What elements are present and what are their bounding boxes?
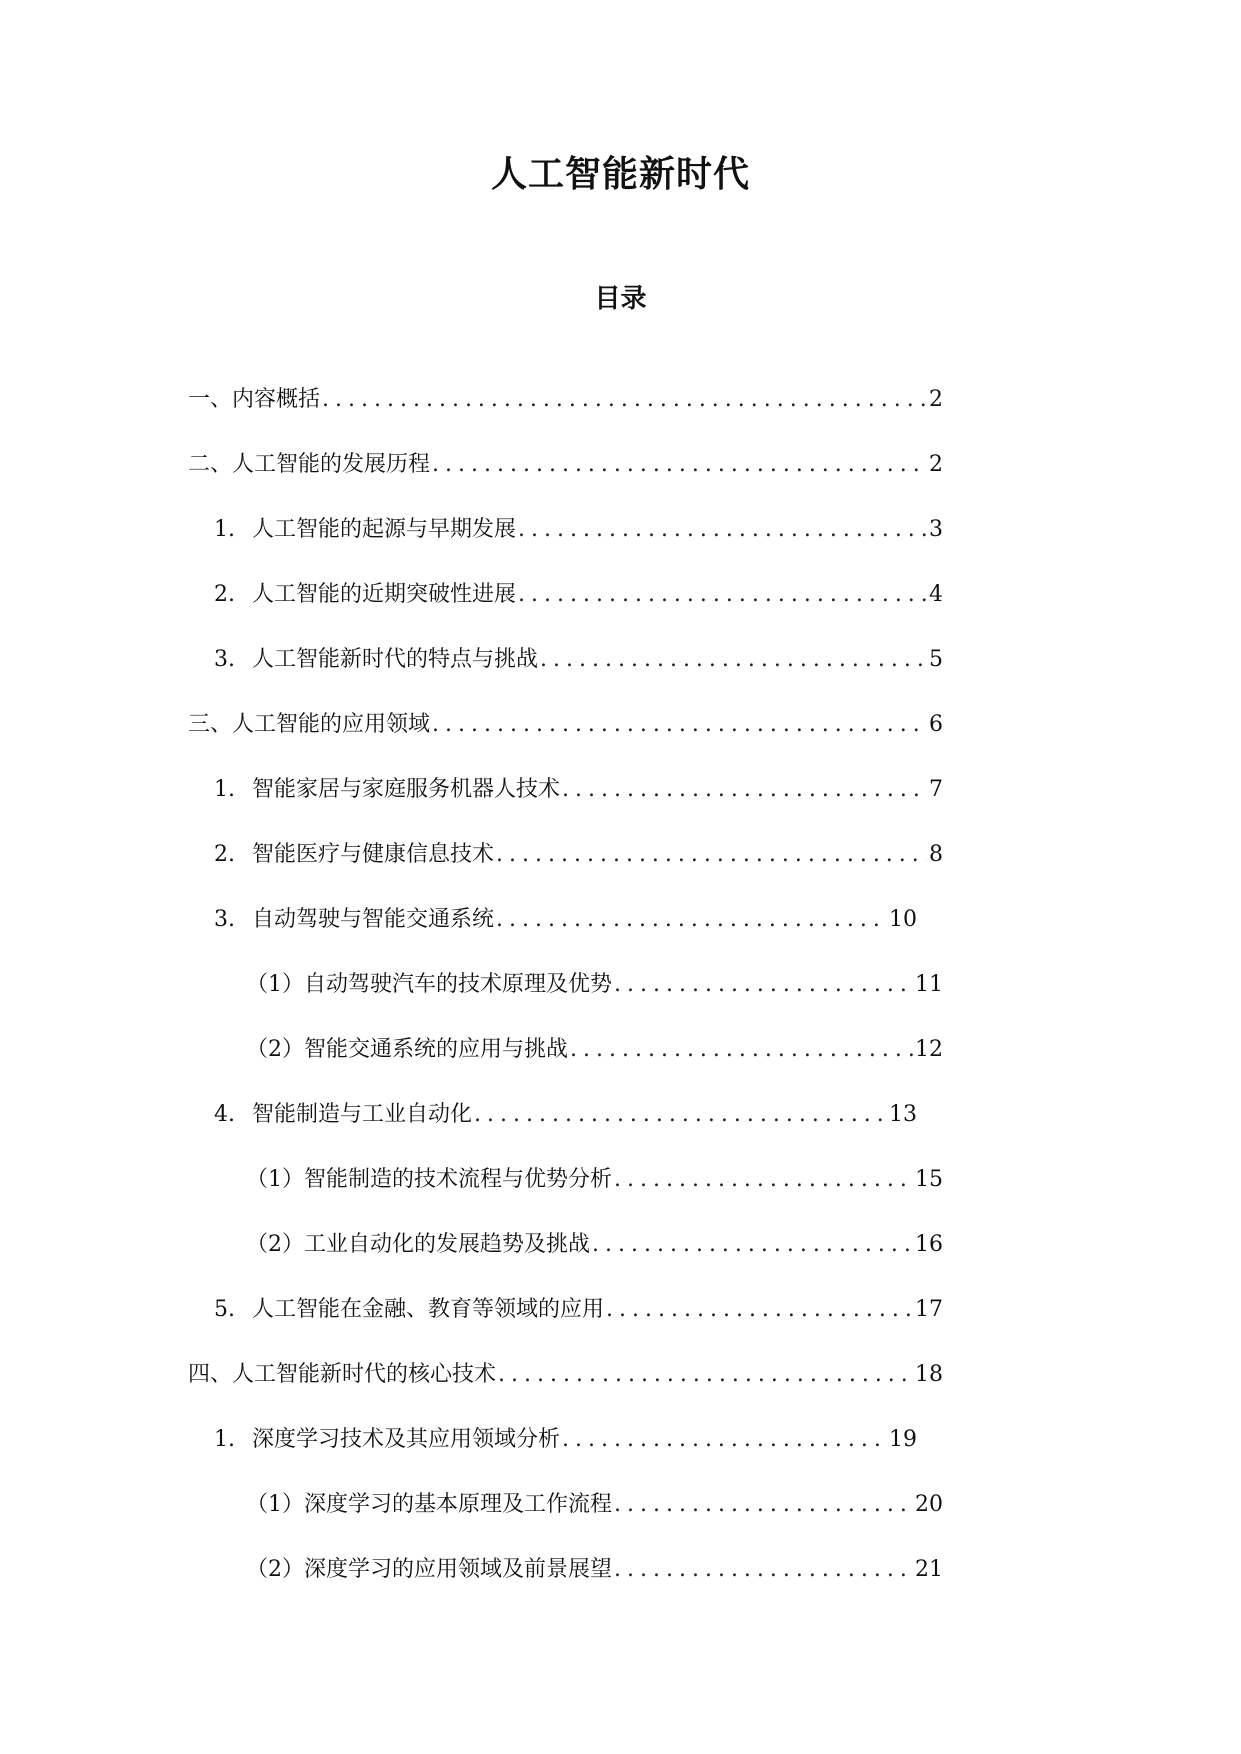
toc-entry[interactable] bbox=[0, 383, 943, 448]
toc-entry-number: 3. bbox=[214, 907, 235, 932]
toc-entry-label: （1）自动驾驶汽车的技术原理及优势 bbox=[246, 972, 612, 997]
toc-entry-label: 人工智能的近期突破性进展 bbox=[252, 582, 517, 607]
toc-page-number: 5 bbox=[929, 647, 943, 672]
toc-entry-number: 5. bbox=[214, 1297, 235, 1322]
toc-page-number: 15 bbox=[915, 1167, 943, 1192]
toc-page-number: 10 bbox=[889, 907, 917, 932]
toc-page-number: 20 bbox=[915, 1492, 943, 1517]
toc-dot-leader bbox=[614, 968, 913, 1002]
toc-entry[interactable] bbox=[0, 838, 943, 903]
toc-entry-number: 2. bbox=[214, 582, 235, 607]
toc-dot-leader bbox=[570, 1033, 913, 1067]
toc-page-number: 17 bbox=[915, 1297, 943, 1322]
toc-page-number: 18 bbox=[915, 1362, 943, 1387]
toc-entry-label: 自动驾驶与智能交通系统 bbox=[252, 907, 495, 932]
toc-page-number: 13 bbox=[889, 1102, 917, 1127]
toc-page-number: 3 bbox=[929, 517, 943, 542]
toc-entry[interactable] bbox=[0, 1423, 917, 1488]
toc-entry[interactable] bbox=[0, 578, 943, 643]
toc-entry-label: 人工智能在金融、教育等领域的应用 bbox=[252, 1297, 605, 1322]
toc-dot-leader bbox=[606, 1293, 913, 1327]
toc-page-number: 11 bbox=[915, 972, 943, 997]
toc-page-number: 21 bbox=[915, 1557, 943, 1582]
toc-entry[interactable] bbox=[0, 773, 943, 838]
toc-dot-leader bbox=[562, 1423, 887, 1457]
toc-page-number: 8 bbox=[929, 842, 943, 867]
toc-entry[interactable] bbox=[0, 448, 943, 513]
toc-entry-label: 一、内容概括 bbox=[188, 387, 321, 412]
toc-dot-leader bbox=[498, 1358, 913, 1392]
toc-entry-number: 3. bbox=[214, 647, 235, 672]
toc-dot-leader bbox=[592, 1228, 913, 1262]
toc-page-number: 12 bbox=[915, 1037, 943, 1062]
toc-page-number: 19 bbox=[889, 1427, 917, 1452]
toc-dot-leader bbox=[518, 513, 927, 547]
toc-dot-leader bbox=[614, 1163, 913, 1197]
toc-dot-leader bbox=[518, 578, 927, 612]
toc-entry-label: 智能医疗与健康信息技术 bbox=[252, 842, 495, 867]
toc-page-number: 4 bbox=[929, 582, 943, 607]
toc-entry[interactable] bbox=[0, 643, 943, 708]
toc-entry-label: （1）深度学习的基本原理及工作流程 bbox=[246, 1492, 612, 1517]
toc-entry-label: 二、人工智能的发展历程 bbox=[188, 452, 431, 477]
toc-page-number: 7 bbox=[929, 777, 943, 802]
toc-heading: 目录 bbox=[594, 284, 647, 314]
toc-entry[interactable] bbox=[0, 708, 943, 773]
toc-entry[interactable] bbox=[0, 1488, 943, 1553]
toc-entry[interactable] bbox=[0, 1293, 943, 1358]
toc-entry-label: 智能制造与工业自动化 bbox=[252, 1102, 473, 1127]
toc-entry-label: （2）智能交通系统的应用与挑战 bbox=[246, 1037, 568, 1062]
toc-entry-label: （2）深度学习的应用领域及前景展望 bbox=[246, 1557, 612, 1582]
toc-entry-label: 智能家居与家庭服务机器人技术 bbox=[252, 777, 561, 802]
toc-dot-leader bbox=[614, 1488, 913, 1522]
toc-entry-label: 四、人工智能新时代的核心技术 bbox=[188, 1362, 497, 1387]
toc-dot-leader bbox=[432, 708, 927, 742]
toc-dot-leader bbox=[496, 838, 927, 872]
toc-entry[interactable] bbox=[0, 513, 943, 578]
toc-entry[interactable] bbox=[0, 968, 943, 1033]
toc-entry-number: 1. bbox=[214, 517, 235, 542]
document-title: 人工智能新时代 bbox=[490, 153, 750, 195]
toc-dot-leader bbox=[432, 448, 927, 482]
table-of-contents bbox=[0, 383, 1241, 1618]
toc-page-number: 2 bbox=[929, 452, 943, 477]
toc-entry-label: 人工智能新时代的特点与挑战 bbox=[252, 647, 539, 672]
toc-dot-leader bbox=[540, 643, 927, 677]
toc-entry-number: 4. bbox=[214, 1102, 235, 1127]
toc-entry-number: 1. bbox=[214, 777, 235, 802]
toc-page-number: 2 bbox=[929, 387, 943, 412]
toc-entry-label: （2）工业自动化的发展趋势及挑战 bbox=[246, 1232, 590, 1257]
toc-entry[interactable] bbox=[0, 1553, 943, 1618]
toc-entry-number: 1. bbox=[214, 1427, 235, 1452]
toc-dot-leader bbox=[562, 773, 927, 807]
toc-entry-number: 2. bbox=[214, 842, 235, 867]
toc-entry[interactable] bbox=[0, 1228, 943, 1293]
toc-dot-leader bbox=[474, 1098, 887, 1132]
toc-page-number: 16 bbox=[915, 1232, 943, 1257]
toc-entry[interactable] bbox=[0, 1098, 917, 1163]
toc-entry[interactable] bbox=[0, 1033, 943, 1098]
toc-entry-label: 深度学习技术及其应用领域分析 bbox=[252, 1427, 561, 1452]
toc-dot-leader bbox=[614, 1553, 913, 1587]
toc-page-number: 6 bbox=[929, 712, 943, 737]
toc-entry-label: （1）智能制造的技术流程与优势分析 bbox=[246, 1167, 612, 1192]
toc-entry[interactable] bbox=[0, 1163, 943, 1228]
toc-entry[interactable] bbox=[0, 903, 917, 968]
toc-dot-leader bbox=[322, 383, 927, 417]
toc-entry[interactable] bbox=[0, 1358, 943, 1423]
toc-entry-label: 人工智能的起源与早期发展 bbox=[252, 517, 517, 542]
toc-dot-leader bbox=[496, 903, 887, 937]
toc-entry-label: 三、人工智能的应用领域 bbox=[188, 712, 431, 737]
